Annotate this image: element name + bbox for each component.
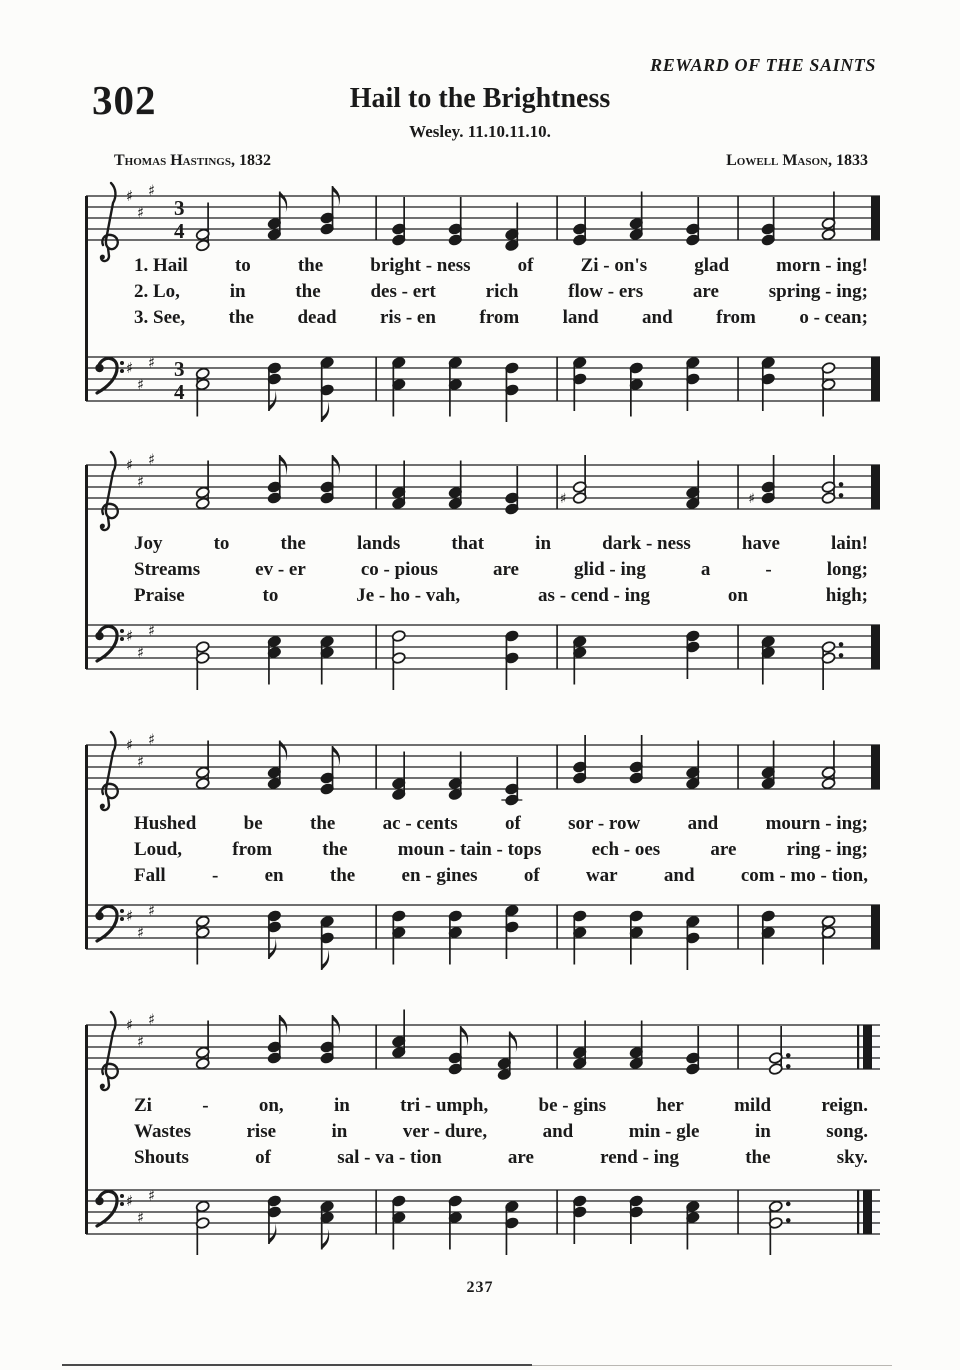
lyric-token: dark - ness xyxy=(602,533,691,554)
lyric-token: in xyxy=(331,1121,348,1142)
lyric-token: of xyxy=(255,1147,271,1168)
lyric-token: song. xyxy=(826,1121,868,1142)
treble-staff xyxy=(86,715,880,819)
lyric-token: in xyxy=(229,281,246,302)
lyric-line xyxy=(86,814,880,835)
bass-staff xyxy=(86,595,880,699)
author-credit: Thomas Hastings, 1832 xyxy=(114,152,271,169)
svg-text:♯: ♯ xyxy=(148,450,156,469)
lyric-token: morn - ing! xyxy=(776,255,868,276)
svg-text:♯: ♯ xyxy=(148,1186,156,1205)
lyric-token: are xyxy=(507,1147,534,1168)
lyric-token: - xyxy=(765,559,772,580)
svg-text:♯: ♯ xyxy=(148,621,156,640)
bass-clef-icon xyxy=(95,1191,124,1226)
bass-staff xyxy=(86,875,880,979)
lyric-token: are xyxy=(692,281,719,302)
lyric-token: ring - ing; xyxy=(786,839,868,860)
svg-text:♯: ♯ xyxy=(137,375,145,394)
lyric-token: 3. See, xyxy=(134,307,186,328)
lyric-line xyxy=(86,282,880,303)
lyric-token: glad xyxy=(694,255,730,276)
composer-credit: Lowell Mason, 1833 xyxy=(726,152,868,169)
lyric-token: Streams xyxy=(134,559,201,580)
lyric-token: Shouts xyxy=(134,1147,189,1168)
lyric-line xyxy=(86,534,880,555)
lyric-token: the xyxy=(745,1147,771,1168)
svg-text:♯: ♯ xyxy=(137,643,145,662)
treble-clef-icon xyxy=(100,732,118,810)
lyric-token: as - cend - ing xyxy=(538,585,650,606)
lyric-token: ech - oes xyxy=(591,839,661,860)
svg-text:♯: ♯ xyxy=(126,736,134,754)
lyric-token: be xyxy=(243,813,263,834)
lyric-line xyxy=(86,840,880,861)
lyric-token: lands xyxy=(356,533,401,554)
lyric-token: the xyxy=(228,307,254,328)
svg-text:♯: ♯ xyxy=(137,752,145,771)
lyric-line xyxy=(86,256,880,277)
lyric-token: high; xyxy=(825,585,868,606)
treble-clef-icon xyxy=(100,183,118,261)
svg-text:♯: ♯ xyxy=(148,353,156,372)
lyric-token: have xyxy=(741,533,780,554)
lyric-token: com - mo - tion, xyxy=(740,865,868,886)
lyric-token: ris - en xyxy=(380,307,436,328)
lyric-token: from xyxy=(716,307,756,328)
bass-clef-icon xyxy=(95,626,124,661)
lyric-token: the xyxy=(329,865,356,886)
lyric-token: rise xyxy=(246,1121,277,1142)
treble-staff xyxy=(86,166,880,270)
lyric-token: bright - ness xyxy=(370,255,471,276)
lyric-token: Zi - on's xyxy=(580,255,648,276)
lyric-token: in xyxy=(535,533,552,554)
svg-text:♯: ♯ xyxy=(126,1192,134,1210)
svg-text:♯: ♯ xyxy=(137,1208,145,1227)
lyric-line xyxy=(86,1122,880,1143)
lyric-token: Joy xyxy=(134,533,163,554)
lyric-token: on, xyxy=(258,1095,284,1116)
lyric-token: land xyxy=(562,307,599,328)
lyric-token: her xyxy=(656,1095,684,1116)
svg-text:♯: ♯ xyxy=(126,359,134,377)
svg-text:♯: ♯ xyxy=(137,923,145,942)
lyric-token: flow - ers xyxy=(568,281,644,302)
page-number: 237 xyxy=(466,1279,494,1296)
bass-staff xyxy=(86,1160,880,1264)
svg-text:4: 4 xyxy=(174,380,185,404)
hymn-number: 302 xyxy=(92,77,157,123)
lyric-token: of xyxy=(523,865,540,886)
lyric-token: Je - ho - vah, xyxy=(356,585,461,606)
lyric-token: from xyxy=(479,307,520,328)
lyric-token: dead xyxy=(297,307,337,328)
lyric-token: sal - va - tion xyxy=(337,1147,442,1168)
lyric-token: sor - row xyxy=(568,813,641,834)
treble-clef-icon xyxy=(100,452,118,530)
svg-text:♯: ♯ xyxy=(137,203,145,222)
lyric-token: des - ert xyxy=(370,281,436,302)
lyric-token: the xyxy=(310,813,336,834)
lyric-token: to xyxy=(234,255,251,276)
bass-staff xyxy=(86,327,880,431)
lyric-token: and xyxy=(687,813,719,834)
lyric-token: Fall xyxy=(134,865,166,886)
lyric-token: the xyxy=(280,533,306,554)
lyric-token: the xyxy=(295,281,321,302)
lyric-line xyxy=(86,308,880,329)
lyric-token: ac - cents xyxy=(382,813,458,834)
lyric-token: ver - dure, xyxy=(402,1121,488,1142)
lyric-token: to xyxy=(213,533,230,554)
lyric-token: Praise xyxy=(134,585,185,606)
running-head: REWARD OF THE SAINTS xyxy=(650,55,876,75)
svg-text:♯: ♯ xyxy=(126,907,134,925)
lyric-token: Loud, xyxy=(134,839,183,860)
lyric-token: be - gins xyxy=(538,1095,607,1116)
lyric-token: en xyxy=(264,865,284,886)
treble-staff xyxy=(86,435,880,539)
svg-text:♯: ♯ xyxy=(126,627,134,645)
scan-artifact-line-faint xyxy=(532,1365,892,1366)
lyric-token: reign. xyxy=(821,1095,868,1116)
svg-text:3: 3 xyxy=(174,357,185,381)
lyric-token: are xyxy=(492,559,519,580)
lyric-token: - xyxy=(211,865,219,886)
scan-artifact-line xyxy=(62,1364,532,1366)
bass-clef-icon xyxy=(95,906,124,941)
lyric-token: sky. xyxy=(836,1147,868,1168)
lyric-token: en - gines xyxy=(401,865,478,886)
lyric-token: on xyxy=(727,585,748,606)
lyric-token: lain! xyxy=(831,533,868,554)
lyric-token: glid - ing xyxy=(574,559,646,580)
svg-text:♯: ♯ xyxy=(137,1032,145,1051)
svg-text:♯: ♯ xyxy=(148,901,156,920)
lyric-token: in xyxy=(333,1095,350,1116)
lyric-token: from xyxy=(232,839,273,860)
svg-text:♯: ♯ xyxy=(148,181,156,200)
lyric-token: the xyxy=(322,839,348,860)
lyric-token: 1. Hail xyxy=(134,255,188,276)
lyric-token: o - cean; xyxy=(799,307,868,328)
svg-text:♯: ♯ xyxy=(126,1016,134,1034)
lyric-token: tri - umph, xyxy=(400,1095,489,1116)
svg-text:♯: ♯ xyxy=(126,187,134,205)
lyric-token: of xyxy=(504,813,521,834)
lyric-token: the xyxy=(297,255,324,276)
lyric-token: rich xyxy=(485,281,519,302)
treble-staff xyxy=(86,995,880,1099)
lyric-token: war xyxy=(585,865,618,886)
lyric-token: long; xyxy=(826,559,868,580)
svg-text:♯: ♯ xyxy=(748,491,755,507)
svg-text:♯: ♯ xyxy=(126,456,134,474)
svg-text:♯: ♯ xyxy=(148,730,156,749)
lyric-token: and xyxy=(642,307,673,328)
lyric-token: are xyxy=(710,839,737,860)
svg-text:♯: ♯ xyxy=(559,491,567,507)
lyric-token: 2. Lo, xyxy=(134,281,180,302)
lyric-line xyxy=(86,560,880,581)
lyric-token: that xyxy=(451,533,485,554)
lyric-token: ev - er xyxy=(255,559,306,580)
lyric-token: mourn - ing; xyxy=(765,813,868,834)
hymn-title: Hail to the Brightness xyxy=(349,83,611,114)
svg-text:3: 3 xyxy=(174,196,185,220)
lyric-token: a xyxy=(700,559,711,580)
lyric-token: spring - ing; xyxy=(768,281,868,302)
lyric-token: and xyxy=(542,1121,574,1142)
lyric-token: Hushed xyxy=(134,813,197,834)
svg-text:4: 4 xyxy=(174,219,185,243)
lyric-token: Wastes xyxy=(134,1121,191,1142)
lyric-token: min - gle xyxy=(628,1121,700,1142)
svg-text:♯: ♯ xyxy=(137,472,145,491)
lyric-token: moun - tain - tops xyxy=(397,839,542,860)
treble-clef-icon xyxy=(100,1012,118,1090)
lyric-token: to xyxy=(262,585,279,606)
lyric-token: mild xyxy=(734,1095,772,1116)
lyric-token: - xyxy=(202,1095,209,1116)
bass-clef-icon xyxy=(95,358,124,393)
lyric-line xyxy=(86,1096,880,1117)
svg-text:♯: ♯ xyxy=(148,1010,156,1029)
lyric-token: co - pious xyxy=(360,559,438,580)
lyric-token: rend - ing xyxy=(600,1147,679,1168)
tune-name-meter: Wesley. 11.10.11.10. xyxy=(409,122,551,141)
lyric-token: of xyxy=(517,255,534,276)
lyric-token: and xyxy=(663,865,695,886)
lyric-token: Zi xyxy=(134,1095,152,1116)
lyric-token: in xyxy=(754,1121,771,1142)
